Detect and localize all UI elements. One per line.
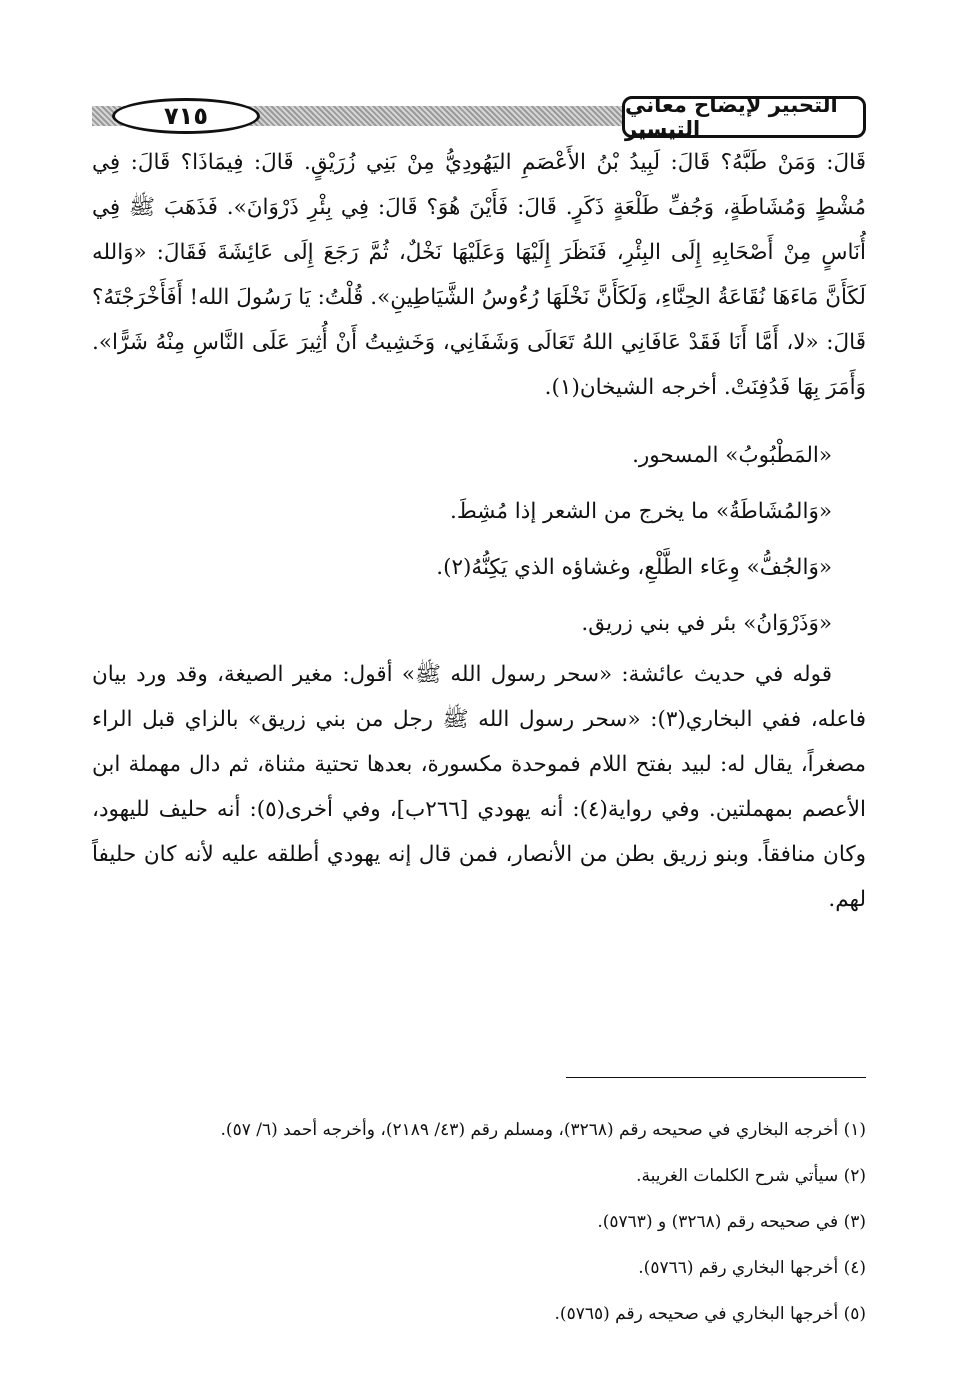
footnotes [92,1107,866,1337]
footnote: (٥) أخرجها البخاري في صحيحه رقم (٥٧٦٥). [554,1304,866,1324]
main-text [92,140,866,922]
commentary-paragraph: قوله في حديث عائشة: «سحر رسول الله ﷺ» أقول: مغير الصيغة، وقد ورد بيان فاعله، ففي البخاري(٣): «سحر رسول الله ﷺ رجل من بني زريق» بالزاي قبل الراء مصغراً، يقال له: لبيد بفتح اللام فموحدة مكسورة، بعدها تحتية مثناة، ثم دال مهملة ابن الأعصم بمهملتين. وفي رواية(٤): أنه يهودي [٢٦٦ب]، وفي أخرى(٥): أنه حليف لليهود، وكان منافقاً. وبنو زريق بطن من الأنصار، فمن قال إنه يهودي أطلقه عليه لأنه كان حليفاً لهم. [92,662,866,912]
footnote: (١) أخرجه البخاري في صحيحه رقم (٣٢٦٨)، ومسلم رقم (٤٣/ ٢١٨٩)، وأخرجه أحمد (٦/ ٥٧). [220,1120,866,1140]
footnote-divider [566,1077,866,1078]
gloss-item: «وَذَرْوَانُ» بئر في بني زريق. [581,611,832,636]
gloss-item: «وَالمُشَاطَةُ» ما يخرج من الشعر إذا مُشِطَ. [450,499,832,524]
page-header [92,93,866,141]
gloss-item: «المَطْبُوبُ» المسحور. [632,443,832,468]
footnote: (٢) سيأتي شرح الكلمات الغريبة. [636,1166,866,1186]
footnote: (٣) في صحيحه رقم (٣٢٦٨) و (٥٧٦٣). [597,1212,866,1232]
book-title: التحبير لإيضاح معاني التيسير [622,96,866,138]
gloss-item: «وَالجُفُّ» وِعَاء الطَّلْعِ، وغشاؤه الذي يَكِنُّهُ(٢). [436,555,832,580]
footnote: (٤) أخرجها البخاري رقم (٥٧٦٦). [638,1258,866,1278]
page-number: ٧١٥ [112,98,260,134]
glosses-list [92,428,866,652]
hadith-paragraph: قَالَ: وَمَنْ طَبَّهُ؟ قَالَ: لَبِيدُ بْنُ الأَعْصَمِ اليَهُودِيُّ مِنْ بَنِي زُرَيْقٍ. قَالَ: فِيمَاذَا؟ قَالَ: فِي مُشْطٍ وَمُشَاطَةٍ، وَجُفِّ طَلْعَةٍ ذَكَرٍ. قَالَ: فَأَيْنَ هُوَ؟ قَالَ: فِي بِئْرِ ذَرْوَانَ». فَذَهَبَ ﷺ فِي أُنَاسٍ مِنْ أَصْحَابِهِ إِلَى البِئْرِ، فَنَظَرَ إِلَيْهَا وَعَلَيْهَا نَخْلٌ، ثُمَّ رَجَعَ إِلَى عَائِشَةَ فَقَالَ: «وَالله لَكَأَنَّ مَاءَهَا نُقَاعَةُ الحِنَّاءِ، وَلَكَأَنَّ نَخْلَهَا رُءُوسُ الشَّيَاطِينِ». قُلْتُ: يَا رَسُولَ الله! أَفَأَخْرَجْتَهُ؟ قَالَ: «لا، أَمَّا أَنَا فَقَدْ عَافَانِي اللهُ تَعَالَى وَشَفَانِي، وَخَشِيتُ أَنْ أُثِيرَ عَلَى النَّاسِ مِنْهُ شَرًّا». وَأَمَرَ بِهَا فَدُفِنَتْ. أخرجه الشيخان(١). [92,150,866,400]
